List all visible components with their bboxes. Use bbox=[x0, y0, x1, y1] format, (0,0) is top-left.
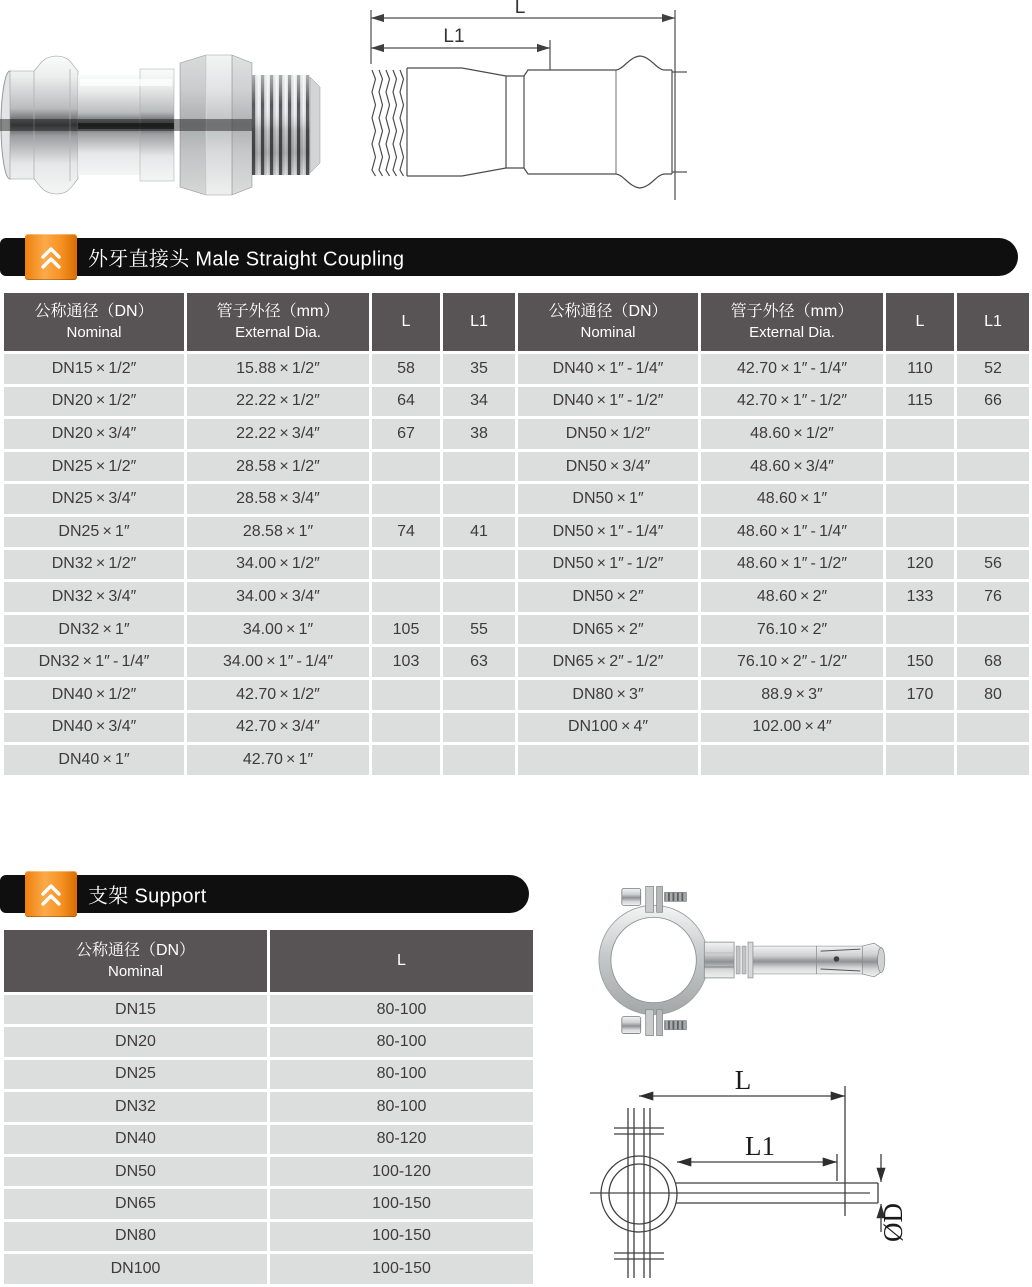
table-cell bbox=[443, 484, 515, 514]
table-cell: 48.60 × 1″ - 1/2″ bbox=[701, 550, 883, 580]
table-cell: DN40 × 1″ - 1/4″ bbox=[518, 354, 698, 384]
column-header: L bbox=[372, 293, 440, 351]
table-cell: 100-150 bbox=[270, 1189, 533, 1218]
table-cell: 28.58 × 3/4″ bbox=[187, 484, 369, 514]
table-cell bbox=[957, 713, 1029, 743]
table-cell: DN32 bbox=[4, 1092, 267, 1121]
table-cell: 34 bbox=[443, 387, 515, 417]
table-cell: 34.00 × 1″ bbox=[187, 615, 369, 645]
table-cell bbox=[443, 550, 515, 580]
table-cell: 34.00 × 1″ - 1/4″ bbox=[187, 647, 369, 677]
table-cell bbox=[372, 452, 440, 482]
support-section-band bbox=[0, 875, 529, 913]
table-cell: 76.10 × 2″ - 1/2″ bbox=[701, 647, 883, 677]
table-cell: DN40 × 1″ - 1/2″ bbox=[518, 387, 698, 417]
table-cell: 42.70 × 1″ - 1/2″ bbox=[701, 387, 883, 417]
coupling-product-photo bbox=[0, 45, 335, 205]
table-cell: 22.22 × 3/4″ bbox=[187, 419, 369, 449]
table-cell bbox=[443, 713, 515, 743]
table-cell: DN32 × 3/4″ bbox=[4, 582, 184, 612]
table-cell: 41 bbox=[443, 517, 515, 547]
table-cell: DN80 × 3″ bbox=[518, 680, 698, 710]
table-cell: 64 bbox=[372, 387, 440, 417]
table-cell: DN25 × 1/2″ bbox=[4, 452, 184, 482]
table-cell bbox=[886, 745, 954, 775]
table-cell: 48.60 × 1″ - 1/4″ bbox=[701, 517, 883, 547]
column-header: 公称通径（DN） Nominal bbox=[518, 293, 698, 351]
table-cell: DN80 bbox=[4, 1222, 267, 1251]
table-cell bbox=[443, 680, 515, 710]
double-chevron-up-icon bbox=[38, 880, 64, 908]
table-cell: DN65 × 2″ bbox=[518, 615, 698, 645]
column-header: L bbox=[270, 930, 533, 992]
table-cell: 67 bbox=[372, 419, 440, 449]
table-cell: 80 bbox=[957, 680, 1029, 710]
table-cell: DN65 × 2″ - 1/2″ bbox=[518, 647, 698, 677]
table-cell: DN25 × 3/4″ bbox=[4, 484, 184, 514]
table-cell: DN32 × 1″ bbox=[4, 615, 184, 645]
table-cell: 133 bbox=[886, 582, 954, 612]
table-cell: 102.00 × 4″ bbox=[701, 713, 883, 743]
table-cell bbox=[886, 419, 954, 449]
column-header: 公称通径（DN） Nominal bbox=[4, 293, 184, 351]
male-coupling-spec-table bbox=[4, 293, 1029, 775]
table-cell bbox=[443, 452, 515, 482]
table-cell: 100-150 bbox=[270, 1222, 533, 1251]
table-cell: DN50 × 2″ bbox=[518, 582, 698, 612]
table-cell: DN50 bbox=[4, 1157, 267, 1186]
double-chevron-up-icon bbox=[38, 243, 64, 271]
coupling-dimension-drawing bbox=[350, 0, 690, 210]
support-section-title: 支架 Support bbox=[88, 885, 207, 908]
table-cell bbox=[443, 745, 515, 775]
table-cell bbox=[957, 517, 1029, 547]
table-cell: DN25 × 1″ bbox=[4, 517, 184, 547]
table-cell: 48.60 × 1/2″ bbox=[701, 419, 883, 449]
table-cell: DN20 bbox=[4, 1027, 267, 1056]
table-cell: DN50 × 1″ - 1/2″ bbox=[518, 550, 698, 580]
table-cell: 120 bbox=[886, 550, 954, 580]
table-cell: 15.88 × 1/2″ bbox=[187, 354, 369, 384]
table-cell bbox=[372, 582, 440, 612]
table-cell: DN50 × 1″ - 1/4″ bbox=[518, 517, 698, 547]
column-header: 管子外径（mm） External Dia. bbox=[701, 293, 883, 351]
table-cell: 42.70 × 1″ bbox=[187, 745, 369, 775]
table-cell: 52 bbox=[957, 354, 1029, 384]
table-cell: DN25 bbox=[4, 1060, 267, 1089]
table-cell: 80-120 bbox=[270, 1125, 533, 1154]
table-cell bbox=[886, 615, 954, 645]
support-dim-label-l: L bbox=[734, 1065, 752, 1095]
table-cell bbox=[957, 484, 1029, 514]
table-cell: 105 bbox=[372, 615, 440, 645]
table-cell: 28.58 × 1/2″ bbox=[187, 452, 369, 482]
table-cell: 42.70 × 3/4″ bbox=[187, 713, 369, 743]
table-cell: DN32 × 1/2″ bbox=[4, 550, 184, 580]
table-cell: 42.70 × 1/2″ bbox=[187, 680, 369, 710]
table-cell: DN20 × 1/2″ bbox=[4, 387, 184, 417]
table-cell: 68 bbox=[957, 647, 1029, 677]
column-header: L1 bbox=[443, 293, 515, 351]
table-cell: DN40 × 3/4″ bbox=[4, 713, 184, 743]
table-cell: 110 bbox=[886, 354, 954, 384]
table-cell: DN50 × 1″ bbox=[518, 484, 698, 514]
table-cell: 58 bbox=[372, 354, 440, 384]
dim-label-l1: L1 bbox=[443, 26, 465, 47]
column-header: L1 bbox=[957, 293, 1029, 351]
table-cell: 80-100 bbox=[270, 1060, 533, 1089]
table-cell: 56 bbox=[957, 550, 1029, 580]
table-cell: DN50 × 1/2″ bbox=[518, 419, 698, 449]
table-cell: 100-150 bbox=[270, 1254, 533, 1283]
table-cell bbox=[443, 582, 515, 612]
table-cell: 80-100 bbox=[270, 1027, 533, 1056]
table-cell: DN40 bbox=[4, 1125, 267, 1154]
table-cell: 80-100 bbox=[270, 1092, 533, 1121]
table-cell: 115 bbox=[886, 387, 954, 417]
table-cell: 34.00 × 3/4″ bbox=[187, 582, 369, 612]
table-cell: DN15 bbox=[4, 995, 267, 1024]
table-cell bbox=[372, 745, 440, 775]
table-cell: 34.00 × 1/2″ bbox=[187, 550, 369, 580]
table-cell bbox=[957, 745, 1029, 775]
table-cell bbox=[957, 452, 1029, 482]
table-cell: 38 bbox=[443, 419, 515, 449]
table-cell: DN40 × 1″ bbox=[4, 745, 184, 775]
table-cell: 76 bbox=[957, 582, 1029, 612]
dim-label-l: L bbox=[514, 0, 526, 18]
table-cell: 48.60 × 3/4″ bbox=[701, 452, 883, 482]
table-cell: DN32 × 1″ - 1/4″ bbox=[4, 647, 184, 677]
table-cell bbox=[957, 419, 1029, 449]
table-cell bbox=[372, 550, 440, 580]
column-header: 管子外径（mm） External Dia. bbox=[187, 293, 369, 351]
table-cell: DN40 × 1/2″ bbox=[4, 680, 184, 710]
table-cell bbox=[372, 484, 440, 514]
support-dim-label-d: ØD bbox=[878, 1203, 908, 1242]
section-tab bbox=[25, 871, 77, 917]
table-cell bbox=[701, 745, 883, 775]
table-cell: 28.58 × 1″ bbox=[187, 517, 369, 547]
table-cell bbox=[372, 713, 440, 743]
table-cell: 80-100 bbox=[270, 995, 533, 1024]
coupling-section-band bbox=[0, 238, 1018, 276]
support-dimension-drawing bbox=[580, 1056, 1000, 1287]
support-clamp-photo bbox=[592, 862, 910, 1062]
table-cell bbox=[886, 452, 954, 482]
table-cell: 88.9 × 3″ bbox=[701, 680, 883, 710]
table-cell: DN20 × 3/4″ bbox=[4, 419, 184, 449]
table-cell: DN100 × 4″ bbox=[518, 713, 698, 743]
table-cell bbox=[886, 517, 954, 547]
table-cell: 42.70 × 1″ - 1/4″ bbox=[701, 354, 883, 384]
table-cell: 74 bbox=[372, 517, 440, 547]
table-cell: 55 bbox=[443, 615, 515, 645]
table-cell bbox=[886, 713, 954, 743]
table-cell: DN50 × 3/4″ bbox=[518, 452, 698, 482]
table-cell: DN100 bbox=[4, 1254, 267, 1283]
table-cell: DN15 × 1/2″ bbox=[4, 354, 184, 384]
table-cell: 76.10 × 2″ bbox=[701, 615, 883, 645]
table-cell bbox=[372, 680, 440, 710]
coupling-section-title: 外牙直接头 Male Straight Coupling bbox=[88, 248, 405, 271]
table-cell: 22.22 × 1/2″ bbox=[187, 387, 369, 417]
table-cell bbox=[886, 484, 954, 514]
column-header: 公称通径（DN） Nominal bbox=[4, 930, 267, 992]
table-cell: 48.60 × 1″ bbox=[701, 484, 883, 514]
table-cell: 63 bbox=[443, 647, 515, 677]
table-cell: 103 bbox=[372, 647, 440, 677]
table-cell bbox=[957, 615, 1029, 645]
table-cell: 35 bbox=[443, 354, 515, 384]
table-cell: 48.60 × 2″ bbox=[701, 582, 883, 612]
column-header: L bbox=[886, 293, 954, 351]
table-cell bbox=[518, 745, 698, 775]
section-tab bbox=[25, 234, 77, 280]
table-cell: 100-120 bbox=[270, 1157, 533, 1186]
table-cell: 66 bbox=[957, 387, 1029, 417]
table-cell: 170 bbox=[886, 680, 954, 710]
table-cell: DN65 bbox=[4, 1189, 267, 1218]
support-dim-label-l1: L1 bbox=[745, 1131, 775, 1161]
table-cell: 150 bbox=[886, 647, 954, 677]
support-spec-table bbox=[4, 930, 533, 1284]
